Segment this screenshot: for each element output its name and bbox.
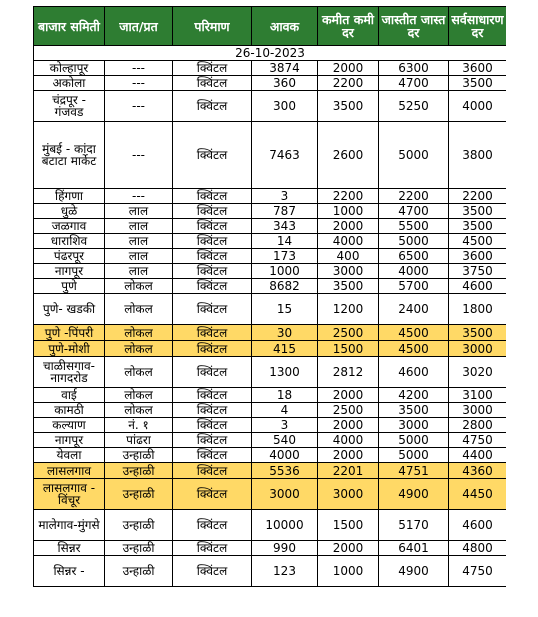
variety-cell: उन्हाळी xyxy=(105,463,173,479)
table-row xyxy=(34,479,507,510)
market-cell: हिंगणा xyxy=(34,189,105,204)
market-cell: येवला xyxy=(34,448,105,463)
date-cell: 26-10-2023 xyxy=(34,46,507,61)
market-cell: लासलगाव xyxy=(34,463,105,479)
unit-cell: क्विंटल xyxy=(173,122,252,189)
table-row xyxy=(34,448,507,463)
unit-cell: क्विंटल xyxy=(173,463,252,479)
market-cell: पुणे xyxy=(34,279,105,294)
unit-cell: क्विंटल xyxy=(173,448,252,463)
modal-rate-cell: 3750 xyxy=(449,264,507,279)
unit-cell: क्विंटल xyxy=(173,418,252,433)
min-rate-cell: 2200 xyxy=(318,189,379,204)
min-rate-cell: 2600 xyxy=(318,122,379,189)
market-cell: जळगाव xyxy=(34,219,105,234)
max-rate-cell: 2200 xyxy=(379,189,449,204)
modal-rate-cell: 4800 xyxy=(449,541,507,556)
max-rate-cell: 5000 xyxy=(379,234,449,249)
min-rate-cell: 4000 xyxy=(318,234,379,249)
max-rate-cell: 4700 xyxy=(379,204,449,219)
header-min-rate: कमीत कमी दर xyxy=(318,7,379,46)
header-unit: परिमाण xyxy=(173,7,252,46)
modal-rate-cell: 3800 xyxy=(449,122,507,189)
arrival-cell: 4 xyxy=(252,403,318,418)
market-cell: पुणे- खडकी xyxy=(34,294,105,325)
table-row xyxy=(34,357,507,388)
arrival-cell: 540 xyxy=(252,433,318,448)
arrival-cell: 173 xyxy=(252,249,318,264)
unit-cell: क्विंटल xyxy=(173,341,252,357)
table-row xyxy=(34,264,507,279)
market-cell: कोल्हापूर xyxy=(34,61,105,76)
unit-cell: क्विंटल xyxy=(173,541,252,556)
unit-cell: क्विंटल xyxy=(173,556,252,587)
market-cell: धाराशिव xyxy=(34,234,105,249)
modal-rate-cell: 4360 xyxy=(449,463,507,479)
min-rate-cell: 2000 xyxy=(318,61,379,76)
min-rate-cell: 3500 xyxy=(318,279,379,294)
variety-cell: लाल xyxy=(105,204,173,219)
market-cell: चंद्रपूर - गंजवड xyxy=(34,91,105,122)
market-cell: पुणे -पिंपरी xyxy=(34,325,105,341)
max-rate-cell: 4700 xyxy=(379,76,449,91)
arrival-cell: 123 xyxy=(252,556,318,587)
modal-rate-cell: 4500 xyxy=(449,234,507,249)
table-row xyxy=(34,234,507,249)
market-cell: पंढरपूर xyxy=(34,249,105,264)
market-cell: चाळीसगाव-नागदरोड xyxy=(34,357,105,388)
max-rate-cell: 2400 xyxy=(379,294,449,325)
min-rate-cell: 4000 xyxy=(318,433,379,448)
min-rate-cell: 2200 xyxy=(318,76,379,91)
min-rate-cell: 2000 xyxy=(318,541,379,556)
modal-rate-cell: 3500 xyxy=(449,325,507,341)
min-rate-cell: 2000 xyxy=(318,388,379,403)
market-price-table xyxy=(33,6,506,587)
variety-cell: लाल xyxy=(105,249,173,264)
max-rate-cell: 4000 xyxy=(379,264,449,279)
max-rate-cell: 5500 xyxy=(379,219,449,234)
arrival-cell: 343 xyxy=(252,219,318,234)
market-cell: मालेगाव-मुंगसे xyxy=(34,510,105,541)
max-rate-cell: 4900 xyxy=(379,479,449,510)
market-cell: पुणे-मोशी xyxy=(34,341,105,357)
table-row xyxy=(34,76,507,91)
min-rate-cell: 1000 xyxy=(318,556,379,587)
max-rate-cell: 5000 xyxy=(379,433,449,448)
table-row xyxy=(34,341,507,357)
header-arrival: आवक xyxy=(252,7,318,46)
table-row xyxy=(34,463,507,479)
modal-rate-cell: 4400 xyxy=(449,448,507,463)
table-row xyxy=(34,279,507,294)
max-rate-cell: 4900 xyxy=(379,556,449,587)
arrival-cell: 415 xyxy=(252,341,318,357)
arrival-cell: 787 xyxy=(252,204,318,219)
arrival-cell: 15 xyxy=(252,294,318,325)
date-row xyxy=(34,46,507,61)
variety-cell: पांढरा xyxy=(105,433,173,448)
arrival-cell: 8682 xyxy=(252,279,318,294)
arrival-cell: 3874 xyxy=(252,61,318,76)
table-body xyxy=(34,46,507,587)
modal-rate-cell: 4750 xyxy=(449,433,507,448)
max-rate-cell: 4500 xyxy=(379,341,449,357)
modal-rate-cell: 3020 xyxy=(449,357,507,388)
modal-rate-cell: 3500 xyxy=(449,76,507,91)
arrival-cell: 30 xyxy=(252,325,318,341)
arrival-cell: 300 xyxy=(252,91,318,122)
min-rate-cell: 2000 xyxy=(318,418,379,433)
min-rate-cell: 1000 xyxy=(318,204,379,219)
min-rate-cell: 400 xyxy=(318,249,379,264)
market-cell: सिन्नर - xyxy=(34,556,105,587)
min-rate-cell: 3000 xyxy=(318,479,379,510)
max-rate-cell: 5170 xyxy=(379,510,449,541)
table-row xyxy=(34,219,507,234)
table-row xyxy=(34,249,507,264)
variety-cell: --- xyxy=(105,122,173,189)
arrival-cell: 1000 xyxy=(252,264,318,279)
unit-cell: क्विंटल xyxy=(173,279,252,294)
max-rate-cell: 4500 xyxy=(379,325,449,341)
modal-rate-cell: 3100 xyxy=(449,388,507,403)
variety-cell: लोकल xyxy=(105,403,173,418)
market-cell: कल्याण xyxy=(34,418,105,433)
table-row xyxy=(34,388,507,403)
min-rate-cell: 2812 xyxy=(318,357,379,388)
unit-cell: क्विंटल xyxy=(173,76,252,91)
arrival-cell: 4000 xyxy=(252,448,318,463)
modal-rate-cell: 2800 xyxy=(449,418,507,433)
modal-rate-cell: 3000 xyxy=(449,403,507,418)
modal-rate-cell: 2200 xyxy=(449,189,507,204)
min-rate-cell: 2201 xyxy=(318,463,379,479)
modal-rate-cell: 3500 xyxy=(449,204,507,219)
variety-cell: उन्हाळी xyxy=(105,510,173,541)
arrival-cell: 1300 xyxy=(252,357,318,388)
variety-cell: उन्हाळी xyxy=(105,541,173,556)
modal-rate-cell: 3000 xyxy=(449,341,507,357)
max-rate-cell: 4600 xyxy=(379,357,449,388)
variety-cell: लोकल xyxy=(105,325,173,341)
market-cell: धुळे xyxy=(34,204,105,219)
table-row xyxy=(34,433,507,448)
header-variety: जात/प्रत xyxy=(105,7,173,46)
variety-cell: लाल xyxy=(105,219,173,234)
variety-cell: उन्हाळी xyxy=(105,479,173,510)
variety-cell: लोकल xyxy=(105,279,173,294)
variety-cell: लोकल xyxy=(105,388,173,403)
price-table-container xyxy=(33,6,506,617)
min-rate-cell: 2000 xyxy=(318,448,379,463)
modal-rate-cell: 4450 xyxy=(449,479,507,510)
unit-cell: क्विंटल xyxy=(173,357,252,388)
market-cell: मुंबई - कांदा बटाटा मार्केट xyxy=(34,122,105,189)
variety-cell: --- xyxy=(105,76,173,91)
max-rate-cell: 4200 xyxy=(379,388,449,403)
unit-cell: क्विंटल xyxy=(173,403,252,418)
modal-rate-cell: 4750 xyxy=(449,556,507,587)
min-rate-cell: 2500 xyxy=(318,325,379,341)
arrival-cell: 7463 xyxy=(252,122,318,189)
modal-rate-cell: 3600 xyxy=(449,249,507,264)
max-rate-cell: 4751 xyxy=(379,463,449,479)
unit-cell: क्विंटल xyxy=(173,61,252,76)
modal-rate-cell: 4600 xyxy=(449,279,507,294)
arrival-cell: 990 xyxy=(252,541,318,556)
variety-cell: लोकल xyxy=(105,294,173,325)
market-cell: नागपूर xyxy=(34,433,105,448)
market-cell: अकोला xyxy=(34,76,105,91)
arrival-cell: 14 xyxy=(252,234,318,249)
max-rate-cell: 3000 xyxy=(379,418,449,433)
table-row xyxy=(34,325,507,341)
table-row xyxy=(34,91,507,122)
unit-cell: क्विंटल xyxy=(173,91,252,122)
arrival-cell: 3 xyxy=(252,189,318,204)
max-rate-cell: 6500 xyxy=(379,249,449,264)
variety-cell: लाल xyxy=(105,234,173,249)
market-cell: नागपूर xyxy=(34,264,105,279)
arrival-cell: 10000 xyxy=(252,510,318,541)
table-row xyxy=(34,122,507,189)
modal-rate-cell: 3500 xyxy=(449,219,507,234)
modal-rate-cell: 4000 xyxy=(449,91,507,122)
variety-cell: लोकल xyxy=(105,357,173,388)
market-cell: वाई xyxy=(34,388,105,403)
table-row xyxy=(34,294,507,325)
unit-cell: क्विंटल xyxy=(173,294,252,325)
unit-cell: क्विंटल xyxy=(173,249,252,264)
table-row xyxy=(34,403,507,418)
max-rate-cell: 3500 xyxy=(379,403,449,418)
unit-cell: क्विंटल xyxy=(173,388,252,403)
arrival-cell: 360 xyxy=(252,76,318,91)
min-rate-cell: 3000 xyxy=(318,264,379,279)
table-header-row xyxy=(34,7,507,46)
table-row xyxy=(34,61,507,76)
variety-cell: नं. १ xyxy=(105,418,173,433)
variety-cell: --- xyxy=(105,61,173,76)
modal-rate-cell: 3600 xyxy=(449,61,507,76)
min-rate-cell: 2500 xyxy=(318,403,379,418)
header-modal-rate: सर्वसाधारण दर xyxy=(449,7,507,46)
header-market: बाजार समिती xyxy=(34,7,105,46)
min-rate-cell: 1500 xyxy=(318,510,379,541)
variety-cell: --- xyxy=(105,91,173,122)
unit-cell: क्विंटल xyxy=(173,204,252,219)
table-row xyxy=(34,189,507,204)
unit-cell: क्विंटल xyxy=(173,219,252,234)
market-cell: सिन्नर xyxy=(34,541,105,556)
market-cell: कामठी xyxy=(34,403,105,418)
min-rate-cell: 3500 xyxy=(318,91,379,122)
max-rate-cell: 5000 xyxy=(379,122,449,189)
variety-cell: --- xyxy=(105,189,173,204)
min-rate-cell: 2000 xyxy=(318,219,379,234)
market-cell: लासलगाव - विंचूर xyxy=(34,479,105,510)
arrival-cell: 5536 xyxy=(252,463,318,479)
min-rate-cell: 1200 xyxy=(318,294,379,325)
unit-cell: क्विंटल xyxy=(173,189,252,204)
arrival-cell: 3 xyxy=(252,418,318,433)
arrival-cell: 18 xyxy=(252,388,318,403)
unit-cell: क्विंटल xyxy=(173,264,252,279)
unit-cell: क्विंटल xyxy=(173,325,252,341)
table-row xyxy=(34,418,507,433)
unit-cell: क्विंटल xyxy=(173,510,252,541)
modal-rate-cell: 4600 xyxy=(449,510,507,541)
min-rate-cell: 1500 xyxy=(318,341,379,357)
table-row xyxy=(34,204,507,219)
variety-cell: उन्हाळी xyxy=(105,556,173,587)
variety-cell: लाल xyxy=(105,264,173,279)
variety-cell: उन्हाळी xyxy=(105,448,173,463)
table-row xyxy=(34,510,507,541)
max-rate-cell: 5250 xyxy=(379,91,449,122)
unit-cell: क्विंटल xyxy=(173,479,252,510)
unit-cell: क्विंटल xyxy=(173,234,252,249)
modal-rate-cell: 1800 xyxy=(449,294,507,325)
variety-cell: लोकल xyxy=(105,341,173,357)
max-rate-cell: 6300 xyxy=(379,61,449,76)
max-rate-cell: 6401 xyxy=(379,541,449,556)
max-rate-cell: 5700 xyxy=(379,279,449,294)
unit-cell: क्विंटल xyxy=(173,433,252,448)
table-row xyxy=(34,556,507,587)
table-row xyxy=(34,541,507,556)
header-max-rate: जास्तीत जास्त दर xyxy=(379,7,449,46)
max-rate-cell: 5000 xyxy=(379,448,449,463)
arrival-cell: 3000 xyxy=(252,479,318,510)
